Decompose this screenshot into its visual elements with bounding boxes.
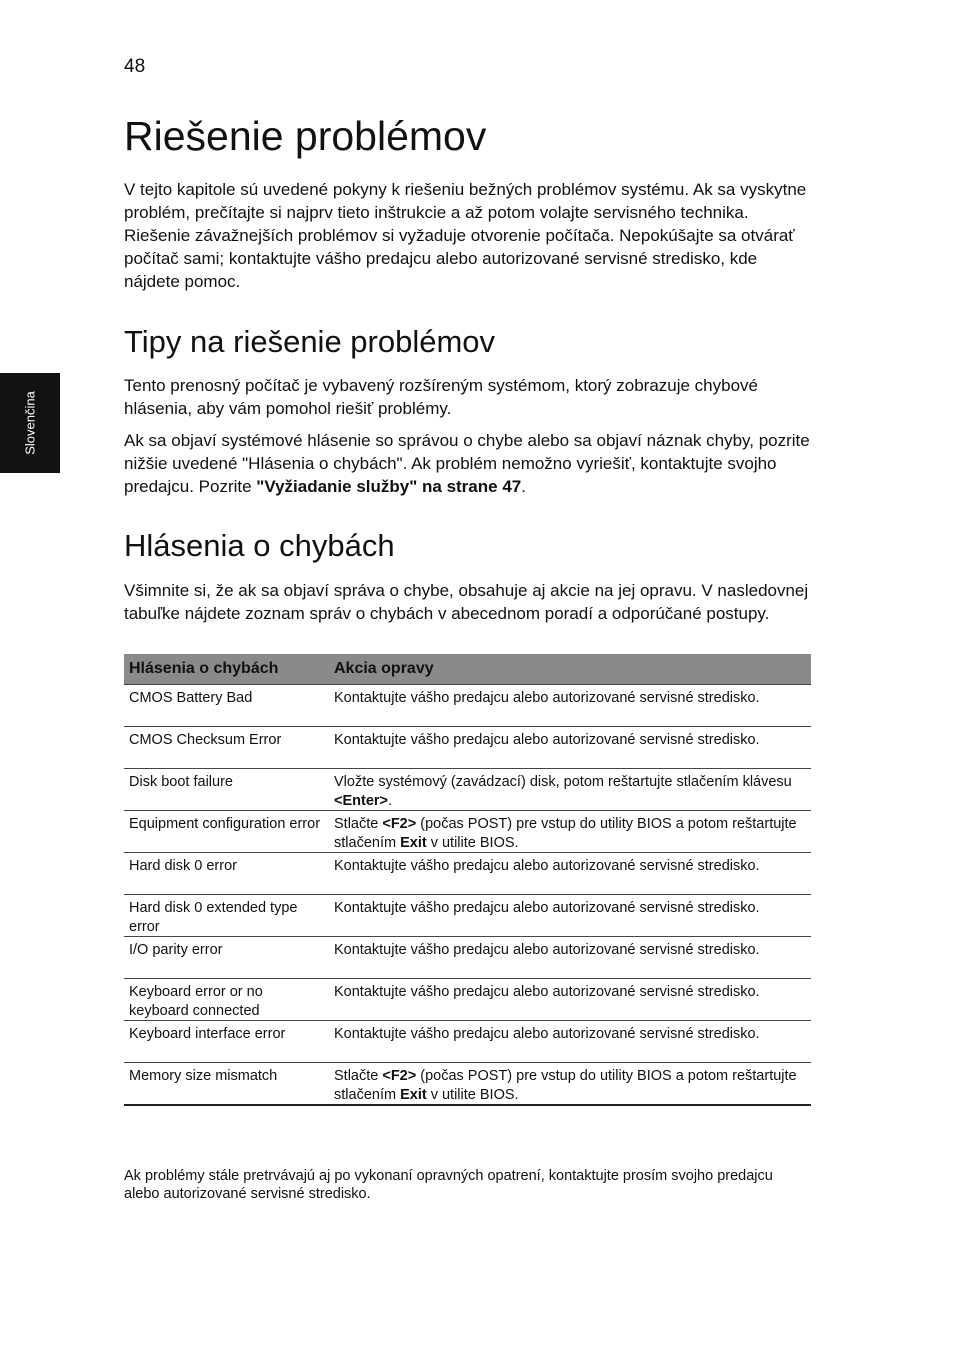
action-cell: Kontaktujte vášho predajcu alebo autorizované servisné stredisko. bbox=[329, 937, 811, 979]
errors-paragraph: Všimnite si, že ak sa objaví správa o chybe, obsahuje aj akcie na jej opravu. V nasledovnej tabuľke nájdete zoznam správ o chybách v abecednom poradí a odporúčané postupy. bbox=[124, 581, 809, 623]
section-heading-errors: Hlásenia o chybách bbox=[124, 528, 395, 563]
action-text-mid: (počas POST) pre vstup do utility BIOS a potom reštartujte stlačením bbox=[334, 816, 797, 851]
action-text: Stlačte bbox=[334, 1068, 383, 1084]
tips-paragraph-2-text: Ak sa objaví systémové hlásenie so správou o chybe alebo sa objaví náznak chyby, pozrite nižšie uvedené "Hlásenia o chybách". Ak problém nemožno vyriešiť, kontaktujte svojho predajcu. Pozrite bbox=[124, 431, 810, 496]
action-cell bbox=[329, 811, 811, 853]
page-number: 48 bbox=[124, 56, 146, 77]
action-text-end: v utilite BIOS. bbox=[426, 834, 519, 851]
action-cell bbox=[329, 769, 811, 811]
error-message-cell: Memory size mismatch bbox=[124, 1063, 329, 1106]
error-message-cell: I/O parity error bbox=[124, 937, 329, 979]
table-footnote: Ak problémy stále pretrvávajú aj po vykonaní opravných opatrení, kontaktujte prosím svojho predajcu alebo autorizované servisné stredisko. bbox=[124, 1167, 773, 1202]
key-label: <F2> bbox=[382, 1068, 417, 1084]
side-tab-label: Slovenčina bbox=[22, 391, 38, 455]
page-title: Riešenie problémov bbox=[124, 113, 487, 159]
table-row bbox=[124, 685, 811, 727]
language-side-tab bbox=[0, 373, 60, 473]
error-message-cell: Keyboard error or no keyboard connected bbox=[124, 979, 329, 1021]
table-row bbox=[124, 811, 811, 853]
action-cell: Kontaktujte vášho predajcu alebo autorizované servisné stredisko. bbox=[329, 685, 811, 727]
action-text-end: . bbox=[388, 792, 393, 809]
table-row bbox=[124, 769, 811, 811]
key-label: <Enter> bbox=[334, 792, 388, 809]
action-cell: Kontaktujte vášho predajcu alebo autorizované servisné stredisko. bbox=[329, 979, 811, 1021]
table-row bbox=[124, 979, 811, 1021]
error-message-cell: Hard disk 0 error bbox=[124, 853, 329, 895]
action-cell: Kontaktujte vášho predajcu alebo autorizované servisné stredisko. bbox=[329, 853, 811, 895]
error-message-cell: Hard disk 0 extended type error bbox=[124, 895, 329, 937]
action-text-end: v utilite BIOS. bbox=[426, 1086, 519, 1103]
table-row bbox=[124, 1021, 811, 1063]
error-message-cell: CMOS Battery Bad bbox=[124, 685, 329, 727]
cross-reference-link[interactable]: "Vyžiadanie služby" na strane 47 bbox=[256, 477, 522, 496]
intro-paragraph: V tejto kapitole sú uvedené pokyny k riešeniu bežných problémov systému. Ak sa vyskytne problém, prečítajte si najprv tieto inštrukcie a až potom volajte servisného technika. Riešenie závažnejších problémov si vyžaduje otvorenie počítača. Nepokúšajte sa otvárať počítač sami; kontaktujte vášho predajcu alebo autorizované servisné stredisko, kde nájdete pomoc. bbox=[124, 180, 807, 291]
error-message-cell: Equipment configuration error bbox=[124, 811, 329, 853]
section-heading-tips: Tipy na riešenie problémov bbox=[124, 324, 496, 359]
action-text: Stlačte bbox=[334, 816, 383, 832]
table-row bbox=[124, 853, 811, 895]
tips-paragraph-1: Tento prenosný počítač je vybavený rozšíreným systémom, ktorý zobrazuje chybové hlásenia, aby vám pomohol riešiť problémy. bbox=[124, 376, 759, 418]
key-label-exit: Exit bbox=[400, 1086, 427, 1103]
column-header-message: Hlásenia o chybách bbox=[124, 654, 329, 685]
table-row bbox=[124, 727, 811, 769]
table-row bbox=[124, 1063, 811, 1106]
key-label-exit: Exit bbox=[400, 834, 427, 851]
table-row bbox=[124, 895, 811, 937]
key-label: <F2> bbox=[382, 816, 417, 832]
error-messages-table bbox=[124, 654, 811, 1106]
column-header-action: Akcia opravy bbox=[329, 654, 811, 685]
table-header-row bbox=[124, 654, 811, 685]
action-cell bbox=[329, 1063, 811, 1106]
error-message-cell: CMOS Checksum Error bbox=[124, 727, 329, 769]
action-text-mid: (počas POST) pre vstup do utility BIOS a potom reštartujte stlačením bbox=[334, 1068, 797, 1103]
error-message-cell: Disk boot failure bbox=[124, 769, 329, 811]
action-cell: Kontaktujte vášho predajcu alebo autorizované servisné stredisko. bbox=[329, 727, 811, 769]
action-cell: Kontaktujte vášho predajcu alebo autorizované servisné stredisko. bbox=[329, 1021, 811, 1063]
error-message-cell: Keyboard interface error bbox=[124, 1021, 329, 1063]
table-row bbox=[124, 937, 811, 979]
action-cell: Kontaktujte vášho predajcu alebo autorizované servisné stredisko. bbox=[329, 895, 811, 937]
tips-paragraph-2-end: . bbox=[521, 477, 526, 496]
tips-paragraph-2 bbox=[124, 429, 812, 498]
action-text: Vložte systémový (zavádzací) disk, potom reštartujte stlačením klávesu bbox=[334, 774, 792, 790]
